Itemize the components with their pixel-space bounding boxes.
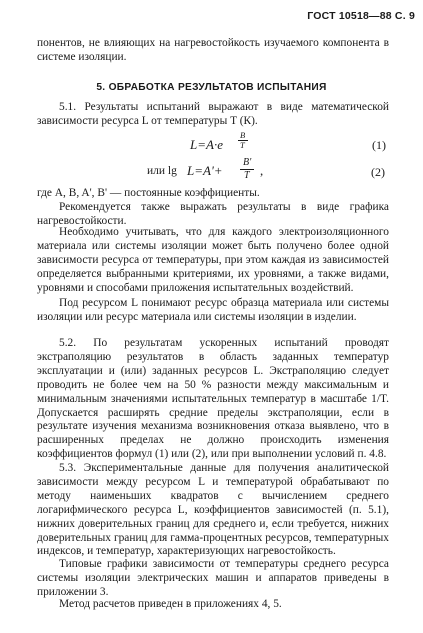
paragraph-5-3: 5.3. Экспериментальные данные для получения аналитической зависимости между ресурсом L и температурой обрабатывают по методу наименьших квадратов с вычислением среднего логарифмического ресурса L, коэффициентов зависимостей (п. 5.1), нижних доверительных границ для среднего и, если требуется, нижних доверительных границ для гамма-процентных ресурсов, температурных индексов, и температур, характеризующих нагревостойкость. [37,462,389,558]
intro-paragraph: понентов, не влияющих на нагревостойкость изучаемого компонента в системе изоляции. [37,37,389,63]
formula-2-den: T [244,170,250,181]
formula-1-number: (1) [372,138,386,152]
method-paragraph: Метод расчетов приведен в приложениях 4, 5. [59,598,282,610]
needed-paragraph: Необходимо учитывать, что для каждого электроизоляционного материала или системы изоляции может быть получено более одной зависимости ресурса от температуры, при этом каждая из зависимостей определяется выбранными критериями, их уровнями, а также видами, уровнями и способами приложения испытательных воздействий. [37,226,389,294]
formula-1-base: L=A·e [190,137,223,152]
formula-2-number: (2) [371,165,385,179]
paragraph-5-1: 5.1. Результаты испытаний выражают в виде математической зависимости ресурса L от температуры T (К). [37,101,389,127]
formula-1-exp-den: T [240,140,245,150]
where-paragraph: где A, B, A', B' — постоянные коэффициенты. [37,187,260,199]
formula-1-exp-num: B [240,130,246,140]
resource-paragraph: Под ресурсом L понимают ресурс образца материала или системы изоляции или ресурс материала или системы изоляции в изделии. [37,297,389,323]
formula-2-num: B' [243,157,252,168]
graph-paragraph: Рекомендуется также выражать результаты в виде графика нагревостойкости. [37,201,389,227]
page-header: ГОСТ 10518—88 С. 9 [307,10,415,22]
formula-2-prefix: или lg [147,165,177,177]
typical-graphs-paragraph: Типовые графики зависимости от температуры среднего ресурса системы изоляции электрических машин и аппаратов приведены в приложении 3. [37,558,389,598]
paragraph-5-2: 5.2. По результатам ускоренных испытаний проводят экстраполяцию результатов в область заданных температур эксплуатации и (или) заданных ресурсов L. Экстраполяцию следует проводить не более чем на 50 % разности между максимальным и минимальным значениями испытательных температур в масштабе 1/T. Допускается расширять средние пределы экстраполяции, если в результате изучения механизма возникновения отказа выявлено, что в расширенных пределах не должно происходить изменения коэффициентов формул (1) или (2), или при выполнении условий п. 4.8. [37,337,389,461]
formula-2-lhs: L=A'+ [187,163,223,178]
formula-2-tail: , [260,163,264,178]
section-title: 5. ОБРАБОТКА РЕЗУЛЬТАТОВ ИСПЫТАНИЯ [96,82,327,93]
